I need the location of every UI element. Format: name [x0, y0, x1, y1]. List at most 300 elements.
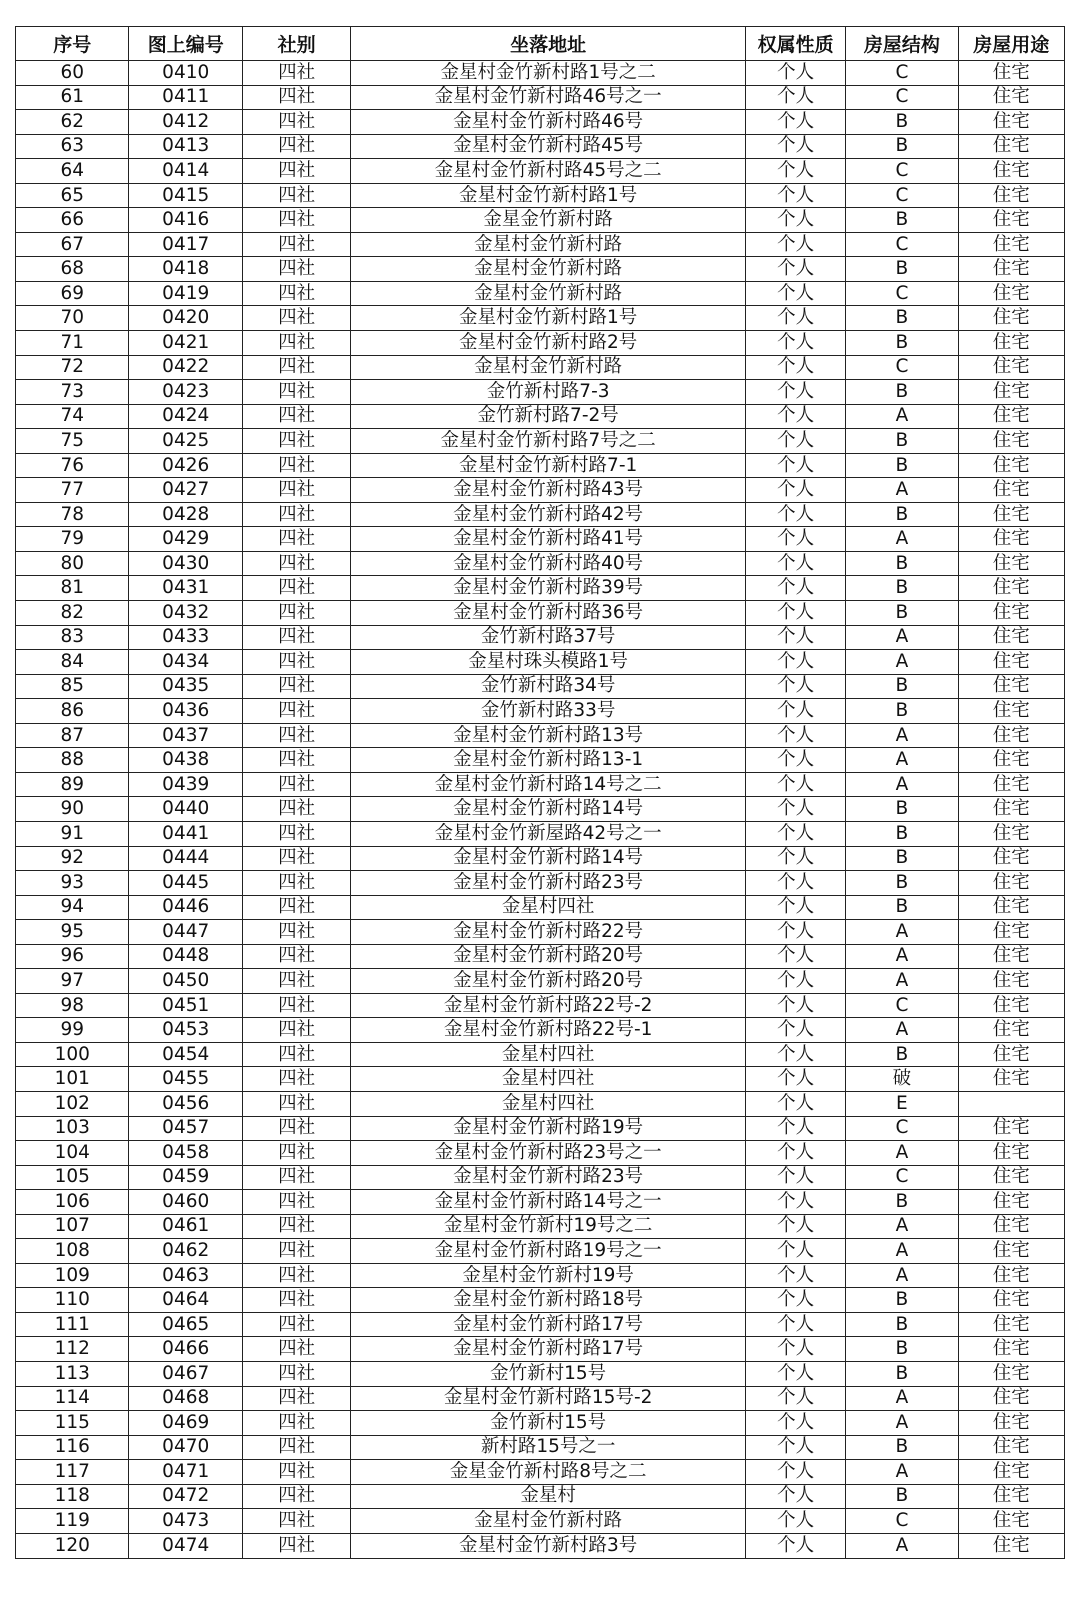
map-number-cell: 0447: [129, 920, 242, 945]
table-row: [16, 1067, 1065, 1092]
header-address: 坐落地址: [351, 27, 746, 61]
address-cell: 金星村金竹新村路: [351, 281, 746, 306]
usage-cell: 住宅: [958, 404, 1064, 429]
address-cell: 金星村金竹新村路17号: [351, 1337, 746, 1362]
serial-cell: 68: [16, 257, 129, 282]
map-number-cell: 0429: [129, 527, 242, 552]
map-number-cell: 0457: [129, 1116, 242, 1141]
address-cell: 金星村金竹新村路23号: [351, 871, 746, 896]
usage-cell: 住宅: [958, 1116, 1064, 1141]
ownership-cell: 个人: [745, 502, 845, 527]
map-number-cell: 0466: [129, 1337, 242, 1362]
community-cell: 四社: [242, 723, 350, 748]
map-number-cell: 0418: [129, 257, 242, 282]
map-number-cell: 0464: [129, 1288, 242, 1313]
ownership-cell: 个人: [745, 1239, 845, 1264]
table-row: [16, 429, 1065, 454]
table-row: [16, 723, 1065, 748]
usage-cell: 住宅: [958, 1018, 1064, 1043]
map-number-cell: 0453: [129, 1018, 242, 1043]
address-cell: 金星村金竹新村路1号之二: [351, 61, 746, 86]
community-cell: 四社: [242, 1214, 350, 1239]
structure-cell: A: [846, 1411, 958, 1436]
serial-cell: 116: [16, 1435, 129, 1460]
serial-cell: 88: [16, 748, 129, 773]
table-row: [16, 674, 1065, 699]
table-row: [16, 404, 1065, 429]
structure-cell: B: [846, 601, 958, 626]
usage-cell: 住宅: [958, 1042, 1064, 1067]
ownership-cell: 个人: [745, 1288, 845, 1313]
map-number-cell: 0463: [129, 1263, 242, 1288]
usage-cell: 住宅: [958, 1411, 1064, 1436]
structure-cell: B: [846, 699, 958, 724]
ownership-cell: 个人: [745, 85, 845, 110]
community-cell: 四社: [242, 61, 350, 86]
usage-cell: 住宅: [958, 601, 1064, 626]
table-row: [16, 1091, 1065, 1116]
table-row: [16, 821, 1065, 846]
structure-cell: C: [846, 232, 958, 257]
usage-cell: 住宅: [958, 208, 1064, 233]
serial-cell: 111: [16, 1312, 129, 1337]
serial-cell: 65: [16, 183, 129, 208]
usage-cell: 住宅: [958, 723, 1064, 748]
map-number-cell: 0422: [129, 355, 242, 380]
map-number-cell: 0455: [129, 1067, 242, 1092]
community-cell: 四社: [242, 1067, 350, 1092]
map-number-cell: 0423: [129, 380, 242, 405]
structure-cell: A: [846, 944, 958, 969]
ownership-cell: 个人: [745, 551, 845, 576]
community-cell: 四社: [242, 1435, 350, 1460]
serial-cell: 96: [16, 944, 129, 969]
table-row: [16, 1288, 1065, 1313]
ownership-cell: 个人: [745, 993, 845, 1018]
address-cell: 金星村金竹新村路20号: [351, 944, 746, 969]
table-row: [16, 257, 1065, 282]
ownership-cell: 个人: [745, 821, 845, 846]
address-cell: 金星村金竹新村路20号: [351, 969, 746, 994]
map-number-cell: 0458: [129, 1141, 242, 1166]
ownership-cell: 个人: [745, 380, 845, 405]
table-row: [16, 380, 1065, 405]
structure-cell: B: [846, 1435, 958, 1460]
ownership-cell: 个人: [745, 1337, 845, 1362]
ownership-cell: 个人: [745, 1141, 845, 1166]
usage-cell: 住宅: [958, 1460, 1064, 1485]
map-number-cell: 0445: [129, 871, 242, 896]
usage-cell: [958, 1091, 1064, 1116]
address-cell: 金星村金竹新村路17号: [351, 1312, 746, 1337]
serial-cell: 86: [16, 699, 129, 724]
serial-cell: 91: [16, 821, 129, 846]
address-cell: 金竹新村15号: [351, 1361, 746, 1386]
table-row: [16, 1509, 1065, 1534]
community-cell: 四社: [242, 1288, 350, 1313]
table-row: [16, 1361, 1065, 1386]
map-number-cell: 0428: [129, 502, 242, 527]
community-cell: 四社: [242, 1165, 350, 1190]
usage-cell: 住宅: [958, 502, 1064, 527]
usage-cell: 住宅: [958, 183, 1064, 208]
table-row: [16, 772, 1065, 797]
table-row: [16, 576, 1065, 601]
usage-cell: 住宅: [958, 159, 1064, 184]
address-cell: 金竹新村路7-2号: [351, 404, 746, 429]
usage-cell: 住宅: [958, 527, 1064, 552]
address-cell: 金竹新村路37号: [351, 625, 746, 650]
table-row: [16, 1239, 1065, 1264]
usage-cell: 住宅: [958, 380, 1064, 405]
address-cell: 金星村金竹新村路1号: [351, 183, 746, 208]
table-row: [16, 1116, 1065, 1141]
map-number-cell: 0430: [129, 551, 242, 576]
address-cell: 金星村金竹新村路1号: [351, 306, 746, 331]
map-number-cell: 0446: [129, 895, 242, 920]
ownership-cell: 个人: [745, 1312, 845, 1337]
table-row: [16, 601, 1065, 626]
address-cell: 金星村金竹新村路19号: [351, 1116, 746, 1141]
ownership-cell: 个人: [745, 355, 845, 380]
serial-cell: 102: [16, 1091, 129, 1116]
usage-cell: 住宅: [958, 846, 1064, 871]
ownership-cell: 个人: [745, 1435, 845, 1460]
table-row: [16, 1460, 1065, 1485]
structure-cell: A: [846, 920, 958, 945]
usage-cell: 住宅: [958, 1165, 1064, 1190]
community-cell: 四社: [242, 331, 350, 356]
housing-register-table: [15, 26, 1065, 1559]
usage-cell: 住宅: [958, 1435, 1064, 1460]
address-cell: 金星村金竹新村路41号: [351, 527, 746, 552]
address-cell: 金竹新村路33号: [351, 699, 746, 724]
serial-cell: 63: [16, 134, 129, 159]
ownership-cell: 个人: [745, 404, 845, 429]
community-cell: 四社: [242, 674, 350, 699]
table-row: [16, 159, 1065, 184]
header-community: 社别: [242, 27, 350, 61]
community-cell: 四社: [242, 1141, 350, 1166]
structure-cell: A: [846, 1533, 958, 1558]
serial-cell: 113: [16, 1361, 129, 1386]
address-cell: 金星村金竹新村路13号: [351, 723, 746, 748]
community-cell: 四社: [242, 1190, 350, 1215]
table-row: [16, 85, 1065, 110]
map-number-cell: 0456: [129, 1091, 242, 1116]
table-row: [16, 1386, 1065, 1411]
serial-cell: 115: [16, 1411, 129, 1436]
table-row: [16, 1533, 1065, 1558]
community-cell: 四社: [242, 1239, 350, 1264]
community-cell: 四社: [242, 772, 350, 797]
ownership-cell: 个人: [745, 110, 845, 135]
community-cell: 四社: [242, 650, 350, 675]
ownership-cell: 个人: [745, 429, 845, 454]
table-row: [16, 797, 1065, 822]
community-cell: 四社: [242, 1312, 350, 1337]
usage-cell: 住宅: [958, 1533, 1064, 1558]
ownership-cell: 个人: [745, 1214, 845, 1239]
community-cell: 四社: [242, 920, 350, 945]
serial-cell: 101: [16, 1067, 129, 1092]
community-cell: 四社: [242, 821, 350, 846]
community-cell: 四社: [242, 895, 350, 920]
map-number-cell: 0462: [129, 1239, 242, 1264]
serial-cell: 80: [16, 551, 129, 576]
address-cell: 金星村金竹新村路7号之二: [351, 429, 746, 454]
usage-cell: 住宅: [958, 1288, 1064, 1313]
table-row: [16, 1312, 1065, 1337]
usage-cell: 住宅: [958, 920, 1064, 945]
address-cell: 金星村四社: [351, 895, 746, 920]
usage-cell: 住宅: [958, 1263, 1064, 1288]
ownership-cell: 个人: [745, 1411, 845, 1436]
ownership-cell: 个人: [745, 772, 845, 797]
usage-cell: 住宅: [958, 993, 1064, 1018]
serial-cell: 78: [16, 502, 129, 527]
address-cell: 金星村金竹新村路45号: [351, 134, 746, 159]
address-cell: 金竹新村15号: [351, 1411, 746, 1436]
structure-cell: B: [846, 380, 958, 405]
structure-cell: B: [846, 453, 958, 478]
table-row: [16, 1141, 1065, 1166]
table-row: [16, 527, 1065, 552]
table-row: [16, 232, 1065, 257]
ownership-cell: 个人: [745, 895, 845, 920]
community-cell: 四社: [242, 478, 350, 503]
usage-cell: 住宅: [958, 331, 1064, 356]
address-cell: 金星村四社: [351, 1067, 746, 1092]
community-cell: 四社: [242, 871, 350, 896]
usage-cell: 住宅: [958, 895, 1064, 920]
serial-cell: 95: [16, 920, 129, 945]
address-cell: 金星村金竹新村19号: [351, 1263, 746, 1288]
map-number-cell: 0424: [129, 404, 242, 429]
address-cell: 金星村金竹新村路23号: [351, 1165, 746, 1190]
address-cell: 金星村金竹新村路14号之一: [351, 1190, 746, 1215]
header-structure: 房屋结构: [846, 27, 958, 61]
structure-cell: B: [846, 502, 958, 527]
serial-cell: 108: [16, 1239, 129, 1264]
map-number-cell: 0465: [129, 1312, 242, 1337]
community-cell: 四社: [242, 502, 350, 527]
address-cell: 金星村金竹新村路14号: [351, 797, 746, 822]
serial-cell: 99: [16, 1018, 129, 1043]
community-cell: 四社: [242, 1116, 350, 1141]
community-cell: 四社: [242, 1533, 350, 1558]
usage-cell: 住宅: [958, 355, 1064, 380]
serial-cell: 67: [16, 232, 129, 257]
ownership-cell: 个人: [745, 61, 845, 86]
serial-cell: 81: [16, 576, 129, 601]
serial-cell: 117: [16, 1460, 129, 1485]
ownership-cell: 个人: [745, 1165, 845, 1190]
table-row: [16, 1411, 1065, 1436]
structure-cell: C: [846, 61, 958, 86]
serial-cell: 107: [16, 1214, 129, 1239]
table-row: [16, 1214, 1065, 1239]
table-row: [16, 1435, 1065, 1460]
ownership-cell: 个人: [745, 944, 845, 969]
community-cell: 四社: [242, 1361, 350, 1386]
address-cell: 金星村金竹新村路: [351, 1509, 746, 1534]
address-cell: 金星村金竹新村路19号之一: [351, 1239, 746, 1264]
community-cell: 四社: [242, 625, 350, 650]
structure-cell: A: [846, 723, 958, 748]
community-cell: 四社: [242, 159, 350, 184]
map-number-cell: 0419: [129, 281, 242, 306]
map-number-cell: 0425: [129, 429, 242, 454]
usage-cell: 住宅: [958, 748, 1064, 773]
structure-cell: B: [846, 871, 958, 896]
ownership-cell: 个人: [745, 1361, 845, 1386]
community-cell: 四社: [242, 85, 350, 110]
structure-cell: C: [846, 183, 958, 208]
structure-cell: A: [846, 650, 958, 675]
serial-cell: 70: [16, 306, 129, 331]
map-number-cell: 0415: [129, 183, 242, 208]
structure-cell: B: [846, 429, 958, 454]
address-cell: 金星村金竹新村路15号-2: [351, 1386, 746, 1411]
table-row: [16, 183, 1065, 208]
serial-cell: 97: [16, 969, 129, 994]
ownership-cell: 个人: [745, 134, 845, 159]
community-cell: 四社: [242, 1018, 350, 1043]
usage-cell: 住宅: [958, 1190, 1064, 1215]
map-number-cell: 0431: [129, 576, 242, 601]
address-cell: 金星村金竹新村路40号: [351, 551, 746, 576]
community-cell: 四社: [242, 1484, 350, 1509]
usage-cell: 住宅: [958, 821, 1064, 846]
address-cell: 金星村金竹新村路14号: [351, 846, 746, 871]
serial-cell: 64: [16, 159, 129, 184]
map-number-cell: 0433: [129, 625, 242, 650]
table-row: [16, 134, 1065, 159]
address-cell: 金星村珠头模路1号: [351, 650, 746, 675]
serial-cell: 106: [16, 1190, 129, 1215]
map-number-cell: 0460: [129, 1190, 242, 1215]
table-row: [16, 625, 1065, 650]
structure-cell: B: [846, 1288, 958, 1313]
community-cell: 四社: [242, 993, 350, 1018]
usage-cell: 住宅: [958, 1214, 1064, 1239]
map-number-cell: 0451: [129, 993, 242, 1018]
table-row: [16, 478, 1065, 503]
ownership-cell: 个人: [745, 1484, 845, 1509]
structure-cell: B: [846, 331, 958, 356]
structure-cell: A: [846, 772, 958, 797]
structure-cell: B: [846, 821, 958, 846]
usage-cell: 住宅: [958, 61, 1064, 86]
serial-cell: 109: [16, 1263, 129, 1288]
serial-cell: 119: [16, 1509, 129, 1534]
address-cell: 金星村金竹新村路3号: [351, 1533, 746, 1558]
community-cell: 四社: [242, 134, 350, 159]
header-serial-number: 序号: [16, 27, 129, 61]
address-cell: 金星村金竹新村19号之二: [351, 1214, 746, 1239]
community-cell: 四社: [242, 355, 350, 380]
map-number-cell: 0440: [129, 797, 242, 822]
address-cell: 金星村金竹新村路13-1: [351, 748, 746, 773]
table-row: [16, 748, 1065, 773]
structure-cell: B: [846, 110, 958, 135]
usage-cell: 住宅: [958, 969, 1064, 994]
ownership-cell: 个人: [745, 1018, 845, 1043]
ownership-cell: 个人: [745, 723, 845, 748]
serial-cell: 90: [16, 797, 129, 822]
usage-cell: 住宅: [958, 797, 1064, 822]
structure-cell: B: [846, 674, 958, 699]
ownership-cell: 个人: [745, 306, 845, 331]
structure-cell: B: [846, 551, 958, 576]
address-cell: 金星村金竹新村路2号: [351, 331, 746, 356]
structure-cell: A: [846, 1460, 958, 1485]
serial-cell: 76: [16, 453, 129, 478]
structure-cell: A: [846, 1141, 958, 1166]
community-cell: 四社: [242, 1091, 350, 1116]
map-number-cell: 0444: [129, 846, 242, 871]
table-row: [16, 1042, 1065, 1067]
ownership-cell: 个人: [745, 1386, 845, 1411]
community-cell: 四社: [242, 1337, 350, 1362]
map-number-cell: 0473: [129, 1509, 242, 1534]
community-cell: 四社: [242, 601, 350, 626]
map-number-cell: 0468: [129, 1386, 242, 1411]
map-number-cell: 0436: [129, 699, 242, 724]
map-number-cell: 0441: [129, 821, 242, 846]
community-cell: 四社: [242, 232, 350, 257]
community-cell: 四社: [242, 208, 350, 233]
structure-cell: B: [846, 576, 958, 601]
community-cell: 四社: [242, 846, 350, 871]
ownership-cell: 个人: [745, 1067, 845, 1092]
map-number-cell: 0437: [129, 723, 242, 748]
ownership-cell: 个人: [745, 1091, 845, 1116]
ownership-cell: 个人: [745, 920, 845, 945]
address-cell: 金星村金竹新村路22号-1: [351, 1018, 746, 1043]
structure-cell: A: [846, 527, 958, 552]
map-number-cell: 0427: [129, 478, 242, 503]
serial-cell: 120: [16, 1533, 129, 1558]
ownership-cell: 个人: [745, 601, 845, 626]
table-body: [16, 61, 1065, 1559]
structure-cell: A: [846, 404, 958, 429]
serial-cell: 75: [16, 429, 129, 454]
ownership-cell: 个人: [745, 281, 845, 306]
address-cell: 新村路15号之一: [351, 1435, 746, 1460]
usage-cell: 住宅: [958, 871, 1064, 896]
address-cell: 金星村金竹新村路18号: [351, 1288, 746, 1313]
serial-cell: 104: [16, 1141, 129, 1166]
ownership-cell: 个人: [745, 183, 845, 208]
ownership-cell: 个人: [745, 576, 845, 601]
ownership-cell: 个人: [745, 527, 845, 552]
table-row: [16, 969, 1065, 994]
table-row: [16, 871, 1065, 896]
usage-cell: 住宅: [958, 1141, 1064, 1166]
address-cell: 金星金竹新村路: [351, 208, 746, 233]
address-cell: 金竹新村路7-3: [351, 380, 746, 405]
structure-cell: A: [846, 748, 958, 773]
serial-cell: 74: [16, 404, 129, 429]
usage-cell: 住宅: [958, 85, 1064, 110]
serial-cell: 100: [16, 1042, 129, 1067]
structure-cell: C: [846, 85, 958, 110]
ownership-cell: 个人: [745, 846, 845, 871]
ownership-cell: 个人: [745, 625, 845, 650]
ownership-cell: 个人: [745, 748, 845, 773]
